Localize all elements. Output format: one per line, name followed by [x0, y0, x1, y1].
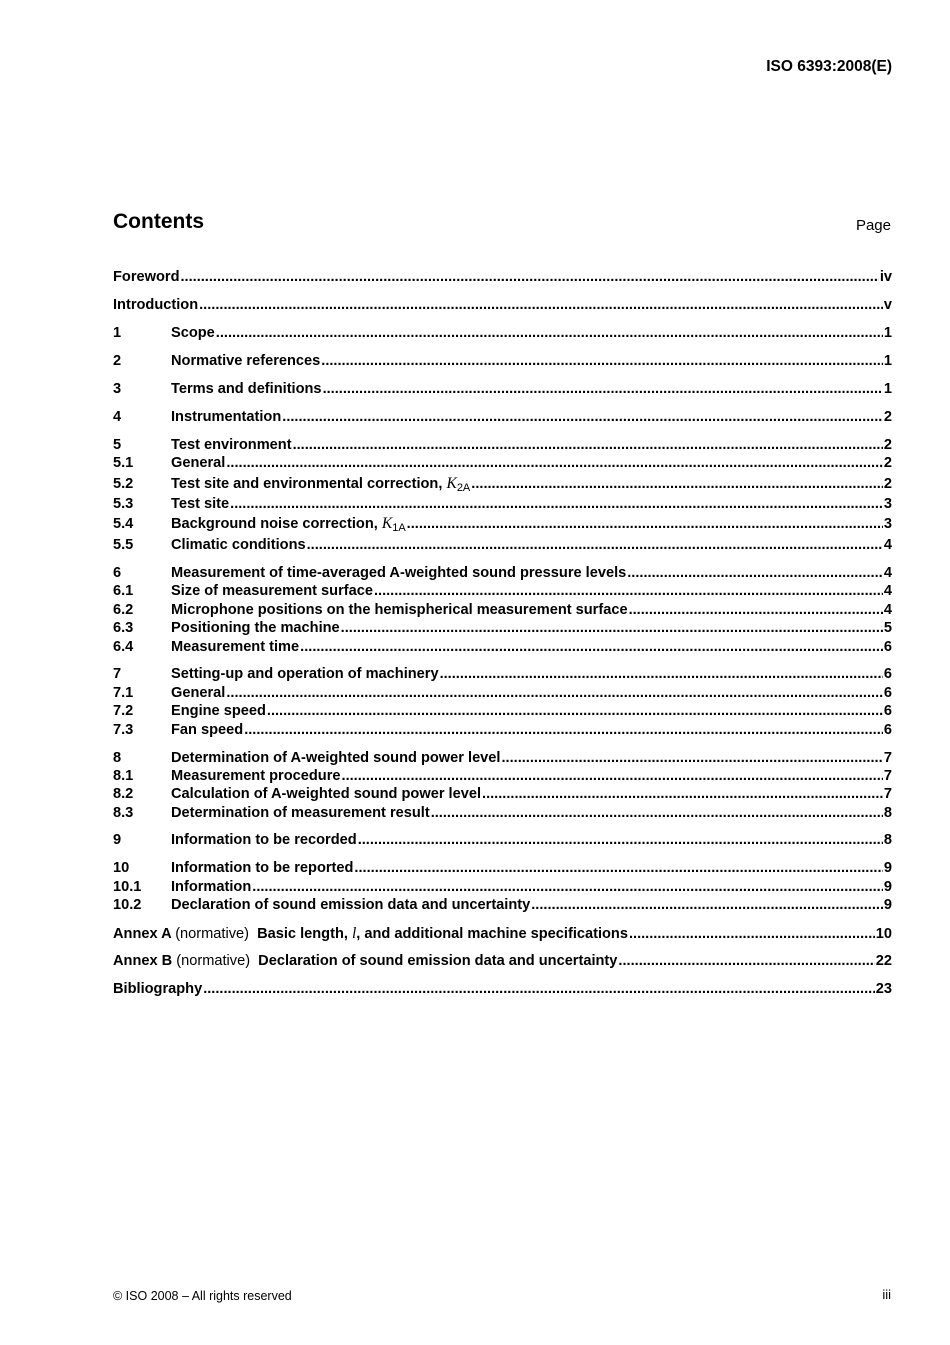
toc-number: 7.1 — [113, 685, 134, 701]
dot-leader — [267, 703, 883, 719]
toc-entry-7-1[interactable] — [113, 685, 892, 703]
toc-title: Test site — [171, 496, 230, 512]
toc-title: Calculation of A-weighted sound power level — [171, 786, 482, 802]
dot-leader — [471, 476, 883, 492]
dot-leader — [618, 953, 874, 969]
toc-page: 3 — [883, 516, 892, 532]
dot-leader — [341, 620, 883, 636]
toc-number: 2 — [113, 353, 122, 369]
toc-page: 8 — [883, 832, 892, 848]
toc-page: 8 — [883, 805, 892, 821]
toc-number: 6.4 — [113, 639, 134, 655]
toc-entry-8-2[interactable] — [113, 786, 892, 804]
toc-page: 4 — [883, 565, 892, 581]
toc-entry-5[interactable] — [113, 437, 892, 455]
toc-title: Measurement time — [171, 639, 300, 655]
dot-leader — [354, 860, 882, 876]
toc-number: 5.2 — [113, 476, 134, 492]
toc-page: 7 — [883, 786, 892, 802]
toc-title: Declaration of sound emission data and uncertainty — [171, 897, 531, 913]
dot-leader — [501, 750, 882, 766]
toc-entry-5-2[interactable] — [113, 475, 892, 493]
dot-leader — [293, 437, 883, 453]
toc-page: 7 — [883, 768, 892, 784]
toc-page: 4 — [883, 537, 892, 553]
toc-number: 8.1 — [113, 768, 134, 784]
toc-number: 4 — [113, 409, 122, 425]
dot-leader — [629, 926, 875, 942]
toc-page: 1 — [883, 381, 892, 397]
toc-entry-10[interactable] — [113, 860, 892, 878]
toc-title: Foreword — [113, 269, 180, 285]
toc-number: 10.1 — [113, 879, 142, 895]
toc-number: 5.4 — [113, 516, 134, 532]
toc-page: 2 — [883, 455, 892, 471]
toc-page: 2 — [883, 476, 892, 492]
toc-title: Climatic conditions — [171, 537, 306, 553]
toc-entry-bibliography[interactable] — [113, 981, 892, 999]
toc-page: 6 — [883, 666, 892, 682]
toc-title: Determination of A-weighted sound power level — [171, 750, 501, 766]
dot-leader — [244, 722, 883, 738]
toc-title: Determination of measurement result — [171, 805, 430, 821]
toc-entry-8-3[interactable] — [113, 805, 892, 823]
toc-title — [113, 925, 628, 943]
symbol-k: K — [446, 475, 457, 492]
toc-entry-9[interactable] — [113, 832, 892, 850]
toc-entry-7-3[interactable] — [113, 722, 892, 740]
toc-number: 7.2 — [113, 703, 134, 719]
toc-title — [113, 953, 617, 969]
toc-entry-8[interactable] — [113, 750, 892, 768]
annex-type: (normative) — [176, 953, 251, 969]
toc-page: 9 — [883, 879, 892, 895]
annex-type: (normative) — [175, 926, 249, 942]
dot-leader — [374, 583, 883, 599]
toc-entry-5-5[interactable] — [113, 537, 892, 555]
toc-title: Measurement procedure — [171, 768, 341, 784]
dot-leader — [627, 565, 883, 581]
toc-page: 2 — [883, 437, 892, 453]
toc-number: 5 — [113, 437, 122, 453]
toc-page: 6 — [883, 722, 892, 738]
toc-entry-6[interactable] — [113, 565, 892, 583]
toc-title: General — [171, 455, 226, 471]
toc-page: 4 — [883, 602, 892, 618]
dot-leader — [342, 768, 883, 784]
toc-entry-annex-b[interactable] — [113, 953, 892, 971]
dot-leader — [307, 537, 883, 553]
toc-entry-6-4[interactable] — [113, 639, 892, 657]
toc-title: Engine speed — [171, 703, 266, 719]
toc-title: Size of measurement surface — [171, 583, 373, 599]
toc-number: 5.1 — [113, 455, 134, 471]
toc-number: 3 — [113, 381, 122, 397]
toc-title — [171, 475, 470, 493]
toc-page: 1 — [883, 353, 892, 369]
toc-title: Information — [171, 879, 252, 895]
dot-leader — [216, 325, 883, 341]
toc-page: 6 — [883, 639, 892, 655]
toc-title: Introduction — [113, 297, 199, 313]
symbol-l: l — [351, 925, 357, 942]
contents-title: Contents — [113, 210, 204, 233]
toc-title-text: Test site and environmental correction, — [171, 476, 443, 492]
page-column-label: Page — [855, 217, 891, 234]
toc-number: 8.3 — [113, 805, 134, 821]
dot-leader — [252, 879, 883, 895]
toc-page: 5 — [883, 620, 892, 636]
dot-leader — [321, 353, 883, 369]
toc-page: 6 — [883, 685, 892, 701]
toc-entry-4[interactable] — [113, 409, 892, 427]
toc-entry-6-3[interactable] — [113, 620, 892, 638]
toc-number: 5.3 — [113, 496, 134, 512]
toc-entry-8-1[interactable] — [113, 768, 892, 786]
toc-number: 10 — [113, 860, 130, 876]
symbol-subscript: 1A — [392, 522, 406, 534]
toc-title-text: Background noise correction, — [171, 516, 378, 532]
dot-leader — [300, 639, 883, 655]
toc-entry-foreword[interactable] — [113, 269, 892, 287]
toc-title: Microphone positions on the hemispherical measurement surface — [171, 602, 628, 618]
toc-title: Information to be reported — [171, 860, 354, 876]
toc-number: 9 — [113, 832, 122, 848]
toc-entry-6-1[interactable] — [113, 583, 892, 601]
toc-entry-7[interactable] — [113, 666, 892, 684]
dot-leader — [431, 805, 883, 821]
toc-entry-7-2[interactable] — [113, 703, 892, 721]
toc-number: 8.2 — [113, 786, 134, 802]
dot-leader — [323, 381, 883, 397]
toc-page: 9 — [883, 860, 892, 876]
copyright-notice: © ISO 2008 – All rights reserved — [113, 1289, 292, 1303]
toc-entry-2[interactable] — [113, 353, 892, 371]
toc-page: 2 — [883, 409, 892, 425]
document-id: ISO 6393:2008(E) — [766, 58, 892, 75]
toc-title: Fan speed — [171, 722, 244, 738]
toc-page: 3 — [883, 496, 892, 512]
toc-title: Information to be recorded — [171, 832, 357, 848]
toc-entry-introduction[interactable] — [113, 297, 892, 315]
toc-title: Normative references — [171, 353, 321, 369]
toc-entry-10-1[interactable] — [113, 879, 892, 897]
toc-number: 7.3 — [113, 722, 134, 738]
toc-number: 6.2 — [113, 602, 134, 618]
toc-page: iv — [879, 269, 892, 285]
toc-entry-6-2[interactable] — [113, 602, 892, 620]
toc-number: 8 — [113, 750, 122, 766]
toc-title: Test environment — [171, 437, 292, 453]
annex-title-post: , and additional machine specifications — [356, 926, 628, 942]
page-number: iii — [882, 1287, 891, 1302]
toc-title: Instrumentation — [171, 409, 282, 425]
annex-label: Annex A — [113, 926, 172, 942]
toc-page: v — [883, 297, 892, 313]
toc-page: 4 — [883, 583, 892, 599]
dot-leader — [629, 602, 883, 618]
toc-number: 10.2 — [113, 897, 142, 913]
toc-number: 6.1 — [113, 583, 134, 599]
toc-page: 7 — [883, 750, 892, 766]
toc-entry-5-1[interactable] — [113, 455, 892, 473]
dot-leader — [407, 516, 883, 532]
dot-leader — [282, 409, 883, 425]
dot-leader — [358, 832, 883, 848]
annex-title: Declaration of sound emission data and uncertainty — [258, 953, 618, 969]
toc-title: Measurement of time-averaged A-weighted sound pressure levels — [171, 565, 627, 581]
dot-leader — [230, 496, 883, 512]
toc-entry-10-2[interactable] — [113, 897, 892, 915]
toc-title: General — [171, 685, 226, 701]
toc-entry-3[interactable] — [113, 381, 892, 399]
toc-title: Scope — [171, 325, 215, 341]
dot-leader — [226, 455, 883, 471]
toc-entry-5-3[interactable] — [113, 496, 892, 514]
symbol-k: K — [381, 515, 393, 532]
toc-title — [171, 515, 406, 533]
toc-number: 6.3 — [113, 620, 134, 636]
toc-page: 6 — [883, 703, 892, 719]
dot-leader — [482, 786, 883, 802]
toc-number: 6 — [113, 565, 122, 581]
toc-entry-annex-a[interactable] — [113, 925, 892, 943]
toc-page: 10 — [875, 926, 892, 942]
dot-leader — [531, 897, 883, 913]
dot-leader — [203, 981, 875, 997]
toc-title: Terms and definitions — [171, 381, 322, 397]
toc-title: Bibliography — [113, 981, 203, 997]
toc-page: 1 — [883, 325, 892, 341]
toc-title: Positioning the machine — [171, 620, 340, 636]
annex-label: Annex B — [113, 953, 173, 969]
toc-number: 7 — [113, 666, 122, 682]
toc-page: 9 — [883, 897, 892, 913]
toc-entry-5-4[interactable] — [113, 515, 892, 533]
toc-entry-1[interactable] — [113, 325, 892, 343]
dot-leader — [199, 297, 883, 313]
toc-page: 23 — [875, 981, 892, 997]
toc-number: 1 — [113, 325, 122, 341]
annex-title-pre: Basic length, — [257, 926, 348, 942]
toc-number: 5.5 — [113, 537, 134, 553]
toc-page: 22 — [875, 953, 892, 969]
toc-title: Setting-up and operation of machinery — [171, 666, 439, 682]
symbol-subscript: 2A — [456, 482, 471, 494]
dot-leader — [226, 685, 883, 701]
dot-leader — [180, 269, 878, 285]
dot-leader — [440, 666, 883, 682]
